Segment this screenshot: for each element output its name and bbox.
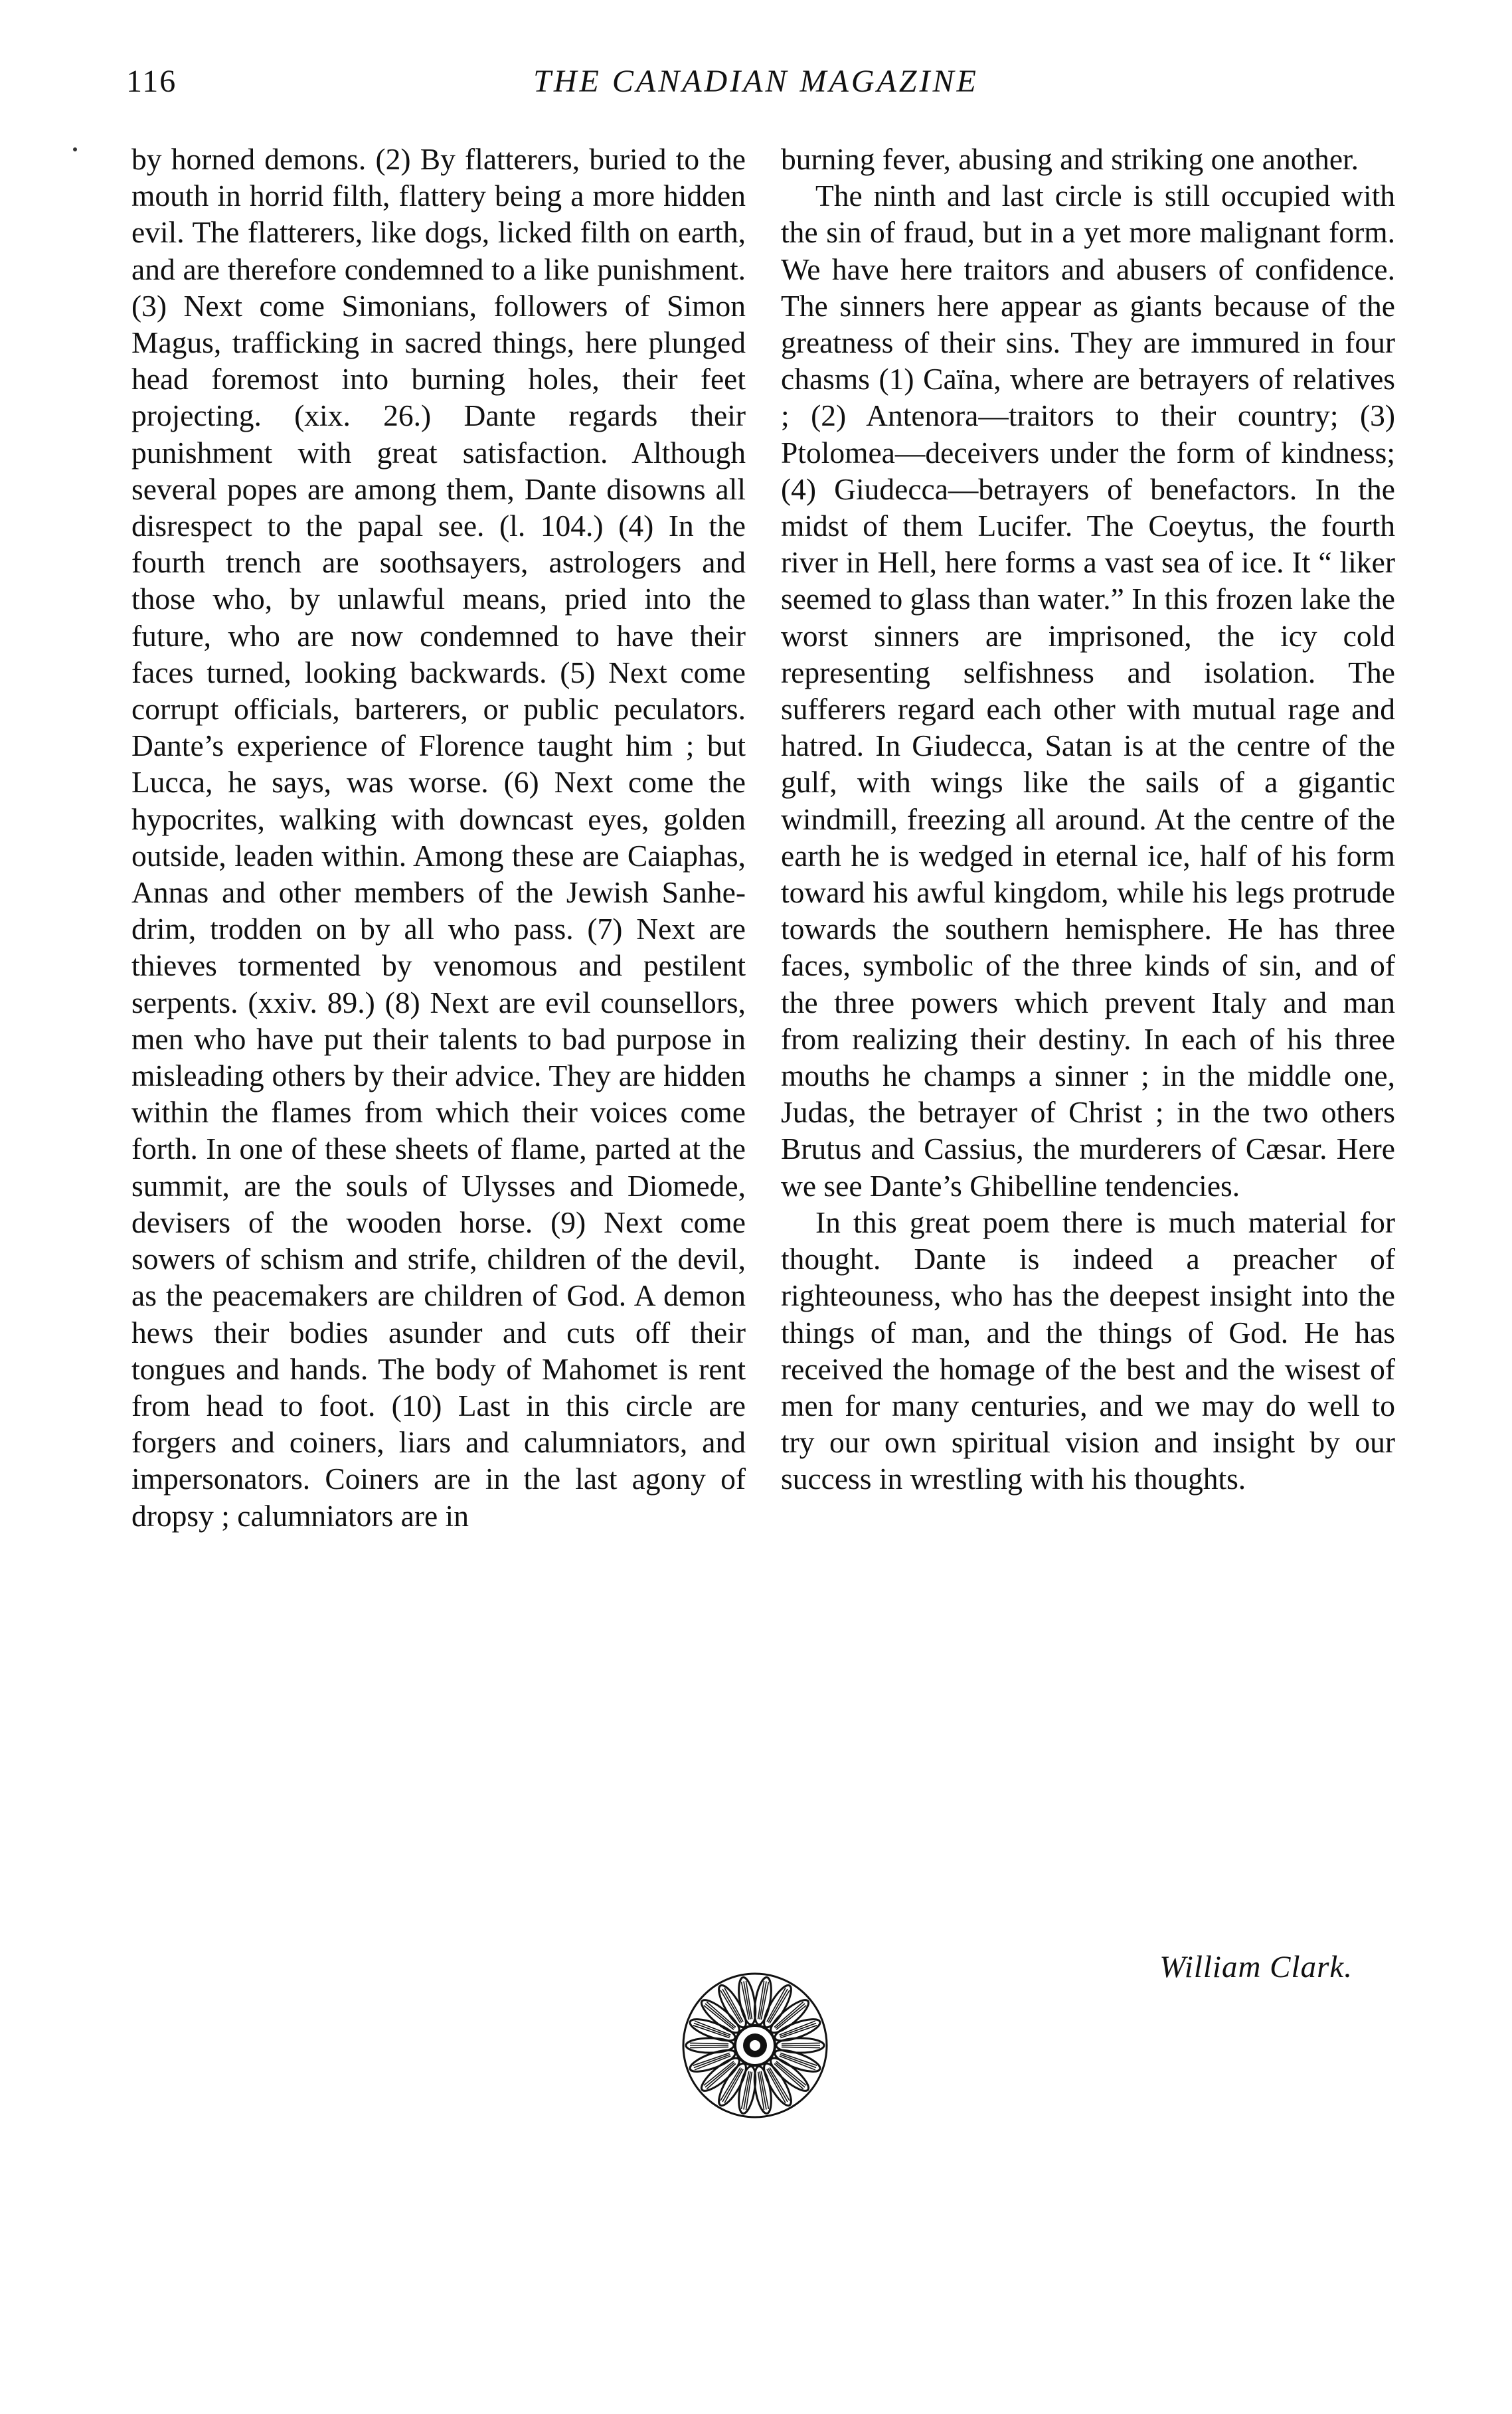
right-column [781,141,1395,1498]
author-signature: William Clark. [1159,1950,1353,1984]
right-column-paragraph: In this great poem there is much material for thought. Dante is indeed a preacher of righteouness, who has the deepest insight into the things of man, and the things of God. He has received the homage of the best and the wisest of men for many centuries, and we may do well to try our own spiritual vision and insight by our success in wrestling with his thoughts. [781,1205,1395,1496]
running-head-title: THE CANADIAN MAGAZINE [533,64,979,99]
right-column-paragraph: The ninth and last circle is still occupied with the sin of fraud, but in a yet more malignant form. We have here traitors and abusers of confidence. The sinners here appear as giants because of the greatness of their sins. They are immured in four chasms (1) Caïna, where are betrayers of relatives ; (2) Antenora—traitors to their country; (3) Ptolomea—deceivers under the form of kindness; (4) Giudecca—betrayers of benefactors. In the midst of them Lucifer. The Coeytus, the fourth river in Hell, here forms a vast sea of ice. It “ liker seemed to glass than water.” In this frozen lake the worst sinners are imprisoned, the icy cold representing selfishness and isolation. The sufferers regard each other with mutual rage and hatred. In Giudecca, Satan is at the centre of the gulf, with wings like the sails of a gigantic windmill, freezing all around. At the centre of the earth he is wedged in eternal ice, half of his form toward his awful kingdom, while his legs protrude towards the southern hemisphere. He has three faces, symbolic of the three kinds of sin, and of the three powers which prevent Italy and man from realizing their destiny. In each of his three mouths he champs a sinner ; in the middle one, Judas, the betrayer of Christ ; in the two others Brutus and Cassius, the murderers of Cæsar. Here we see Dante’s Ghibelline tendencies. [781,179,1395,1203]
rosette-ornament-icon [679,1969,831,2122]
right-column-paragraph: burning fever, abusing and striking one another. [781,142,1359,176]
rosette-vein [707,2064,736,2089]
page-number: 116 [126,64,177,99]
rosette-vein [694,2055,730,2068]
left-column [131,141,746,1534]
margin-dot [73,147,77,151]
left-column-paragraph: by horned demons. (2) By flatterers, buried to the mouth in horrid filth, flattery being a more hidden evil. The flatterers, like dogs, licked filth on earth, and are therefore condemned to a like punishment. (3) Next come Simonians, followers of Simon Magus, trafficking in sacred things, here plunged head foremost into burning holes, their feet projecting. (xix. 26.) Dante regards their punishment with great satisfaction. Although several popes are among them, Dante disowns all disrespect to the papal see. (l. 104.) (4) In the fourth trench are soothsayers, astrologers and those who, by unlawful means, pried into the future, who are now condemned to have their faces turned, looking backwards. (5) Next come corrupt officials, barterers, or public peculators. Dante’s experience of Florence taught him ; but Lucca, he says, was worse. (6) Next come the hypocrites, walking with downcast eyes, golden outside, leaden within. Among these are Caiaphas, Annas and other members of the Jewish Sanhedrim, trodden on by all who pass. (7) Next are thieves tormented by venomous and pestilent serpents. (xxiv. 89.) (8) Next are evil counsellors, men who have put their talents to bad purpose in misleading others by their advice. They are hidden within the flames from which their voices come forth. In one of these sheets of flame, parted at the summit, are the souls of Ulysses and Diomede, devisers of the wooden horse. (9) Next come sowers of schism and strife, children of the devil, as the peacemakers are children of God. A demon hews their bodies asunder and cuts off their tongues and hands. The body of Mahomet is rent from head to foot. (10) Last in this circle are forgers and coiners, liars and calumniators, and impersonators. Coiners are in the last agony of dropsy ; calumniators are in [131,142,746,1533]
rosette-vein [694,2023,730,2036]
rosette-vein [780,2023,817,2036]
rosette-vein [780,2055,817,2068]
rosette-vein [707,2002,736,2027]
rosette-vein [774,2064,803,2089]
rosette-vein [774,2002,803,2027]
